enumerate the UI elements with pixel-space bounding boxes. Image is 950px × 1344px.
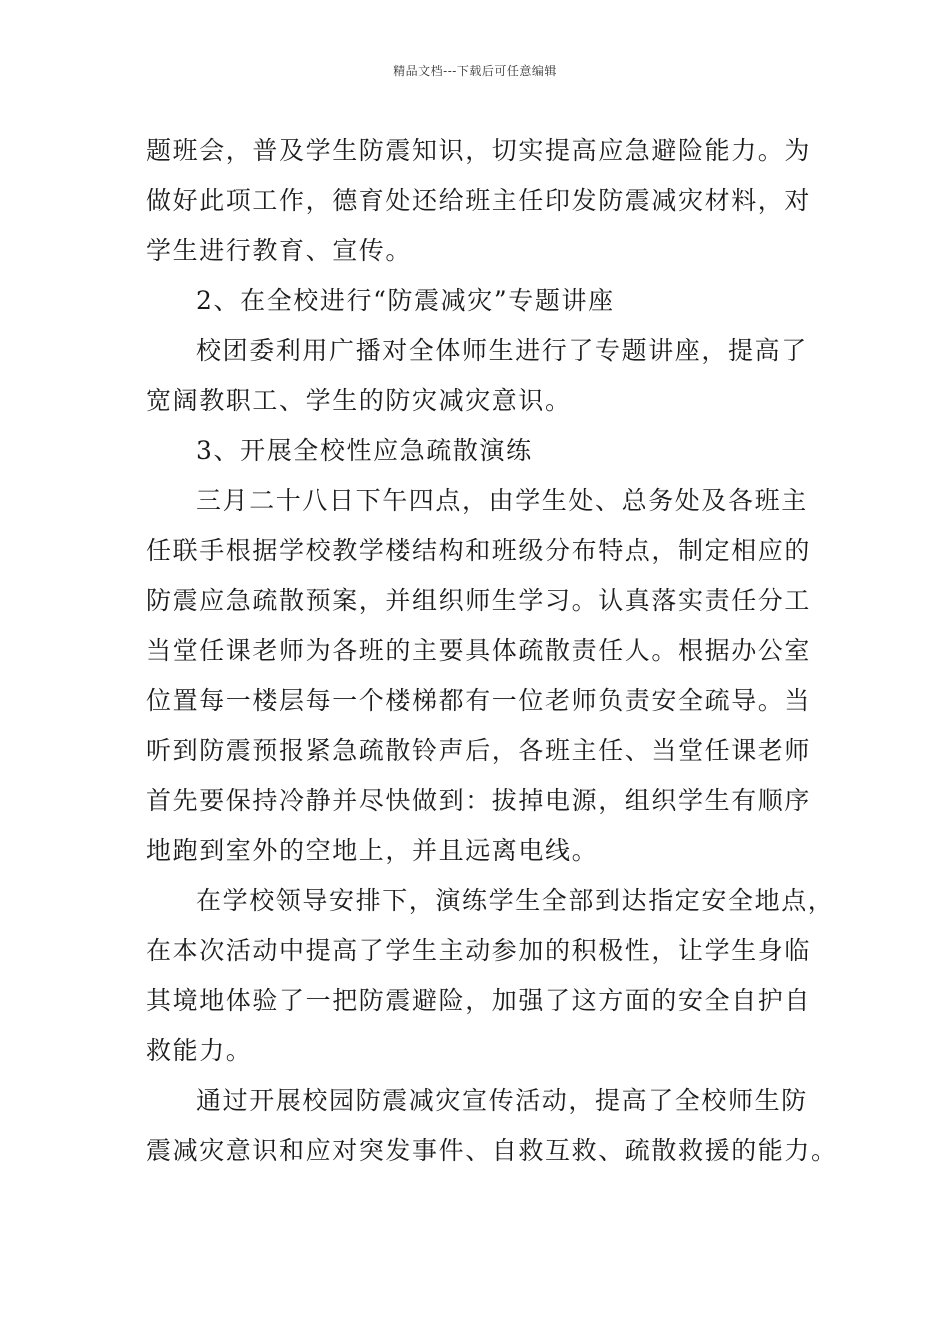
text-line: 地跑到室外的空地上，并且远离电线。 xyxy=(146,836,599,865)
text-line: 防震应急疏散预案，并组织师生学习。认真落实责任分工 xyxy=(146,586,812,615)
text-line: 三月二十八日下午四点，由学生处、总务处及各班主 xyxy=(196,486,808,515)
document-body xyxy=(146,126,838,1176)
text-line: 题班会，普及学生防震知识，切实提高应急避险能力。为 xyxy=(146,136,812,165)
text-line: 震减灾意识和应对突发事件、自救互救、疏散救援的能力。 xyxy=(146,1136,838,1165)
text-line: 听到防震预报紧急疏散铃声后，各班主任、当堂任课老师 xyxy=(146,736,812,765)
text-line: 在本次活动中提高了学生主动参加的积极性，让学生身临 xyxy=(146,936,812,965)
text-line: 救能力。 xyxy=(146,1036,253,1065)
section-heading: 3、开展全校性应急疏散演练 xyxy=(196,436,533,465)
text-line: 在学校领导安排下，演练学生全部到达指定安全地点， xyxy=(196,886,835,915)
text-line: 学生进行教育、宣传。 xyxy=(146,236,413,265)
section-heading: 2、在全校进行“防震减灾”专题讲座 xyxy=(196,286,615,315)
text-line: 其境地体验了一把防震避险，加强了这方面的安全自护自 xyxy=(146,986,812,1015)
text-line: 位置每一楼层每一个楼梯都有一位老师负责安全疏导。当 xyxy=(146,686,812,715)
text-line: 做好此项工作，德育处还给班主任印发防震减灾材料，对 xyxy=(146,186,812,215)
page-header: 精品文档---下载后可任意编辑 xyxy=(393,64,557,78)
text-line: 通过开展校园防震减灾宣传活动，提高了全校师生防 xyxy=(196,1086,808,1115)
text-line: 校团委利用广播对全体师生进行了专题讲座，提高了 xyxy=(196,336,808,365)
text-line: 任联手根据学校教学楼结构和班级分布特点，制定相应的 xyxy=(146,536,812,565)
text-line: 当堂任课老师为各班的主要具体疏散责任人。根据办公室 xyxy=(146,636,812,665)
text-line: 宽阔教职工、学生的防灾减灾意识。 xyxy=(146,386,572,415)
text-line: 首先要保持冷静并尽快做到：拔掉电源，组织学生有顺序 xyxy=(146,786,812,815)
